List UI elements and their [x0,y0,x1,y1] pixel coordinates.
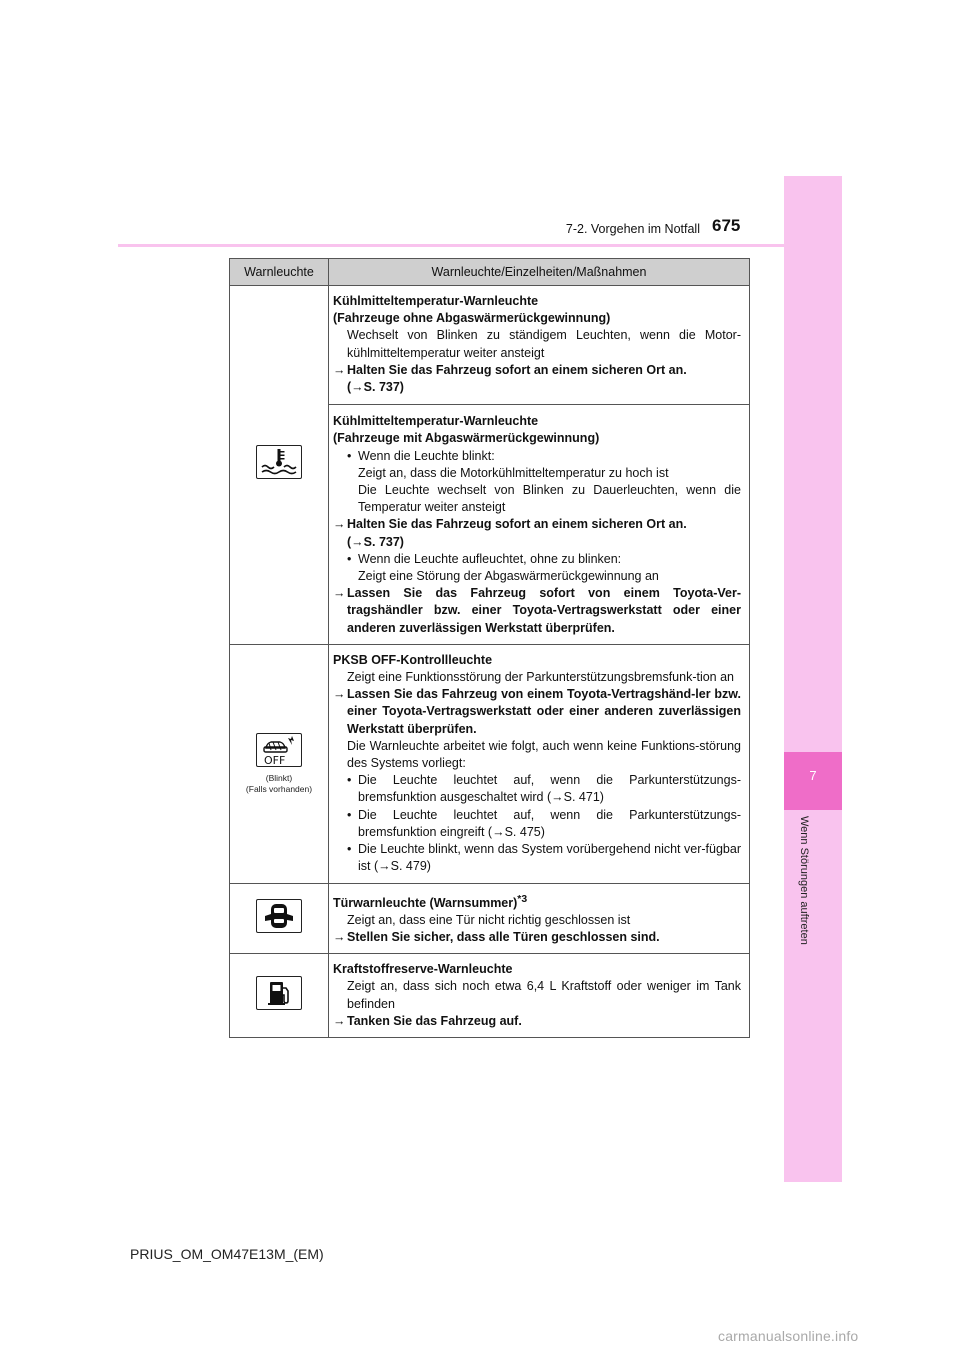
action-line [333,929,741,946]
bullet-line [333,772,741,806]
icon-note-blinking: (Blinkt) [265,773,293,784]
arrow-icon: → [333,687,346,702]
door-title-text: Türwarnleuchte (Warnsummer) [333,895,518,910]
coolant-b-bullet1-text2: Die Leuchte wechselt von Blinken zu Dauerleuchten, wenn die Temperatur weiter ansteigt [358,483,741,515]
icon-cell [230,954,329,1038]
coolant-b-reference: (→S. 737) [347,534,404,549]
bullet-line [333,448,741,465]
chapter-number: 7 [809,768,817,783]
coolant-b-action1: Halten Sie das Fahrzeug sofort an einem sicheren Ort an. [347,517,687,532]
bullet-icon: • [347,448,352,463]
pksb-bullet3: Die Leuchte blinkt, wenn das System vorübergehend nicht ver-fügbar ist (→S. 479) [358,842,741,874]
details-cell [329,883,750,954]
chapter-title: Wenn Störungen auftreten [798,816,810,945]
icon-cell [230,644,329,883]
pksb-description2: Die Warnleuchte arbeitet wie folgt, auch wenn keine Funktions-störung des Systems vorliegt: [347,738,741,771]
arrow-icon: → [333,362,346,377]
door-action: Stellen Sie sicher, dass alle Türen geschlossen sind. [347,930,660,945]
table-header-row [230,259,750,286]
coolant-b-bullet2: Wenn die Leuchte aufleuchtet, ohne zu blinken: [358,551,622,566]
action-line [333,516,741,533]
column-header-warnleuchte: Warnleuchte [230,259,329,286]
bullet-icon: • [347,551,352,566]
pksb-bullet2: Die Leuchte leuchtet auf, wenn die Parkunterstützungs-bremsfunktion eingreift (→S. 475) [358,807,741,839]
pksb-title: PKSB OFF-Kontrollleuchte [333,652,493,667]
chapter-side-tab [784,176,842,1182]
arrow-icon: → [333,586,346,601]
coolant-a-reference: (→S. 737) [347,380,404,395]
document-id: PRIUS_OM_OM47E13M_(EM) [130,1246,324,1262]
table-row [230,286,750,645]
table-row [230,954,750,1038]
header-rule [118,244,784,247]
bullet-line [333,551,741,568]
bullet-icon: • [347,773,352,788]
watermark: carmanualsonline.info [718,1328,859,1344]
table-row [230,644,750,883]
coolant-b-title: Kühlmitteltemperatur-Warnleuchte [333,414,539,429]
coolant-temperature-icon [256,445,302,479]
arrow-icon: → [333,517,346,532]
table-row [230,883,750,954]
bullet-line [333,841,741,875]
pksb-off-icon [256,733,302,767]
icon-note-optional: (Falls vorhanden) [245,784,313,795]
coolant-b-action2: Lassen Sie das Fahrzeug sofort von einem Toyota-Ver-tragshändler bzw. einer Toyota-Vertragswerkstatt oder einer anderen zuverlässigen Werkstatt überprüfen. [347,586,741,635]
door-description: Zeigt an, dass eine Tür nicht richtig geschlossen ist [347,912,631,927]
pksb-bullet1: Die Leuchte leuchtet auf, wenn die Parkunterstützungs-bremsfunktion ausgeschaltet wird (→S. 471) [358,773,741,805]
details-cell [329,644,750,883]
action-line [333,362,741,379]
door-title [333,891,741,912]
icon-cell [230,286,329,645]
fuel-title: Kraftstoffreserve-Warnleuchte [333,962,513,977]
warning-light-table [229,258,750,1038]
action-line [333,585,741,637]
details-cell [329,954,750,1038]
icon-cell [230,883,329,954]
door-title-footnote: *3 [517,893,528,905]
coolant-a-description: Wechselt von Blinken zu ständigem Leuchten, wenn die Motor-kühlmitteltemperatur weiter ansteigt [347,328,741,360]
coolant-b-bullet1: Wenn die Leuchte blinkt: [358,448,495,463]
fuel-pump-icon [256,976,302,1010]
arrow-icon: → [333,1013,346,1028]
section-title: 7-2. Vorgehen im Notfall [565,222,700,236]
coolant-b-subtitle: (Fahrzeuge mit Abgaswärmerückgewinnung) [333,431,600,446]
fuel-description: Zeigt an, dass sich noch etwa 6,4 L Kraftstoff oder weniger im Tank befinden [347,979,741,1011]
coolant-a-title: Kühlmitteltemperatur-Warnleuchte [333,294,539,308]
pksb-action: Lassen Sie das Fahrzeug von einem Toyota-Vertragshänd-ler bzw. einer Toyota-Vertragswerkstatt oder einer anderen zuverlässigen Werkstatt überprüfen. [347,687,741,736]
bullet-line [333,807,741,841]
coolant-a-action: Halten Sie das Fahrzeug sofort an einem sicheren Ort an. [347,362,687,377]
pksb-description: Zeigt eine Funktionsstörung der Parkunterstützungsbremsfunk-tion an [347,670,735,685]
coolant-b-bullet2-text: Zeigt eine Störung der Abgaswärmerückgewinnung an [358,569,659,584]
row-divider [329,404,749,405]
action-line [333,1013,741,1030]
details-cell [329,286,750,645]
bullet-icon: • [347,842,352,857]
pksb-off-label: OFF [264,754,286,767]
fuel-action: Tanken Sie das Fahrzeug auf. [347,1013,522,1028]
coolant-a-subtitle: (Fahrzeuge ohne Abgaswärmerückgewinnung) [333,311,611,326]
column-header-details: Warnleuchte/Einzelheiten/Maßnahmen [329,259,750,286]
arrow-icon: → [333,930,346,945]
page-number: 675 [712,216,741,235]
door-open-icon [256,899,302,933]
action-line [333,686,741,738]
bullet-icon: • [347,807,352,822]
coolant-b-bullet1-text1: Zeigt an, dass die Motorkühlmitteltemperatur zu hoch ist [358,465,669,480]
